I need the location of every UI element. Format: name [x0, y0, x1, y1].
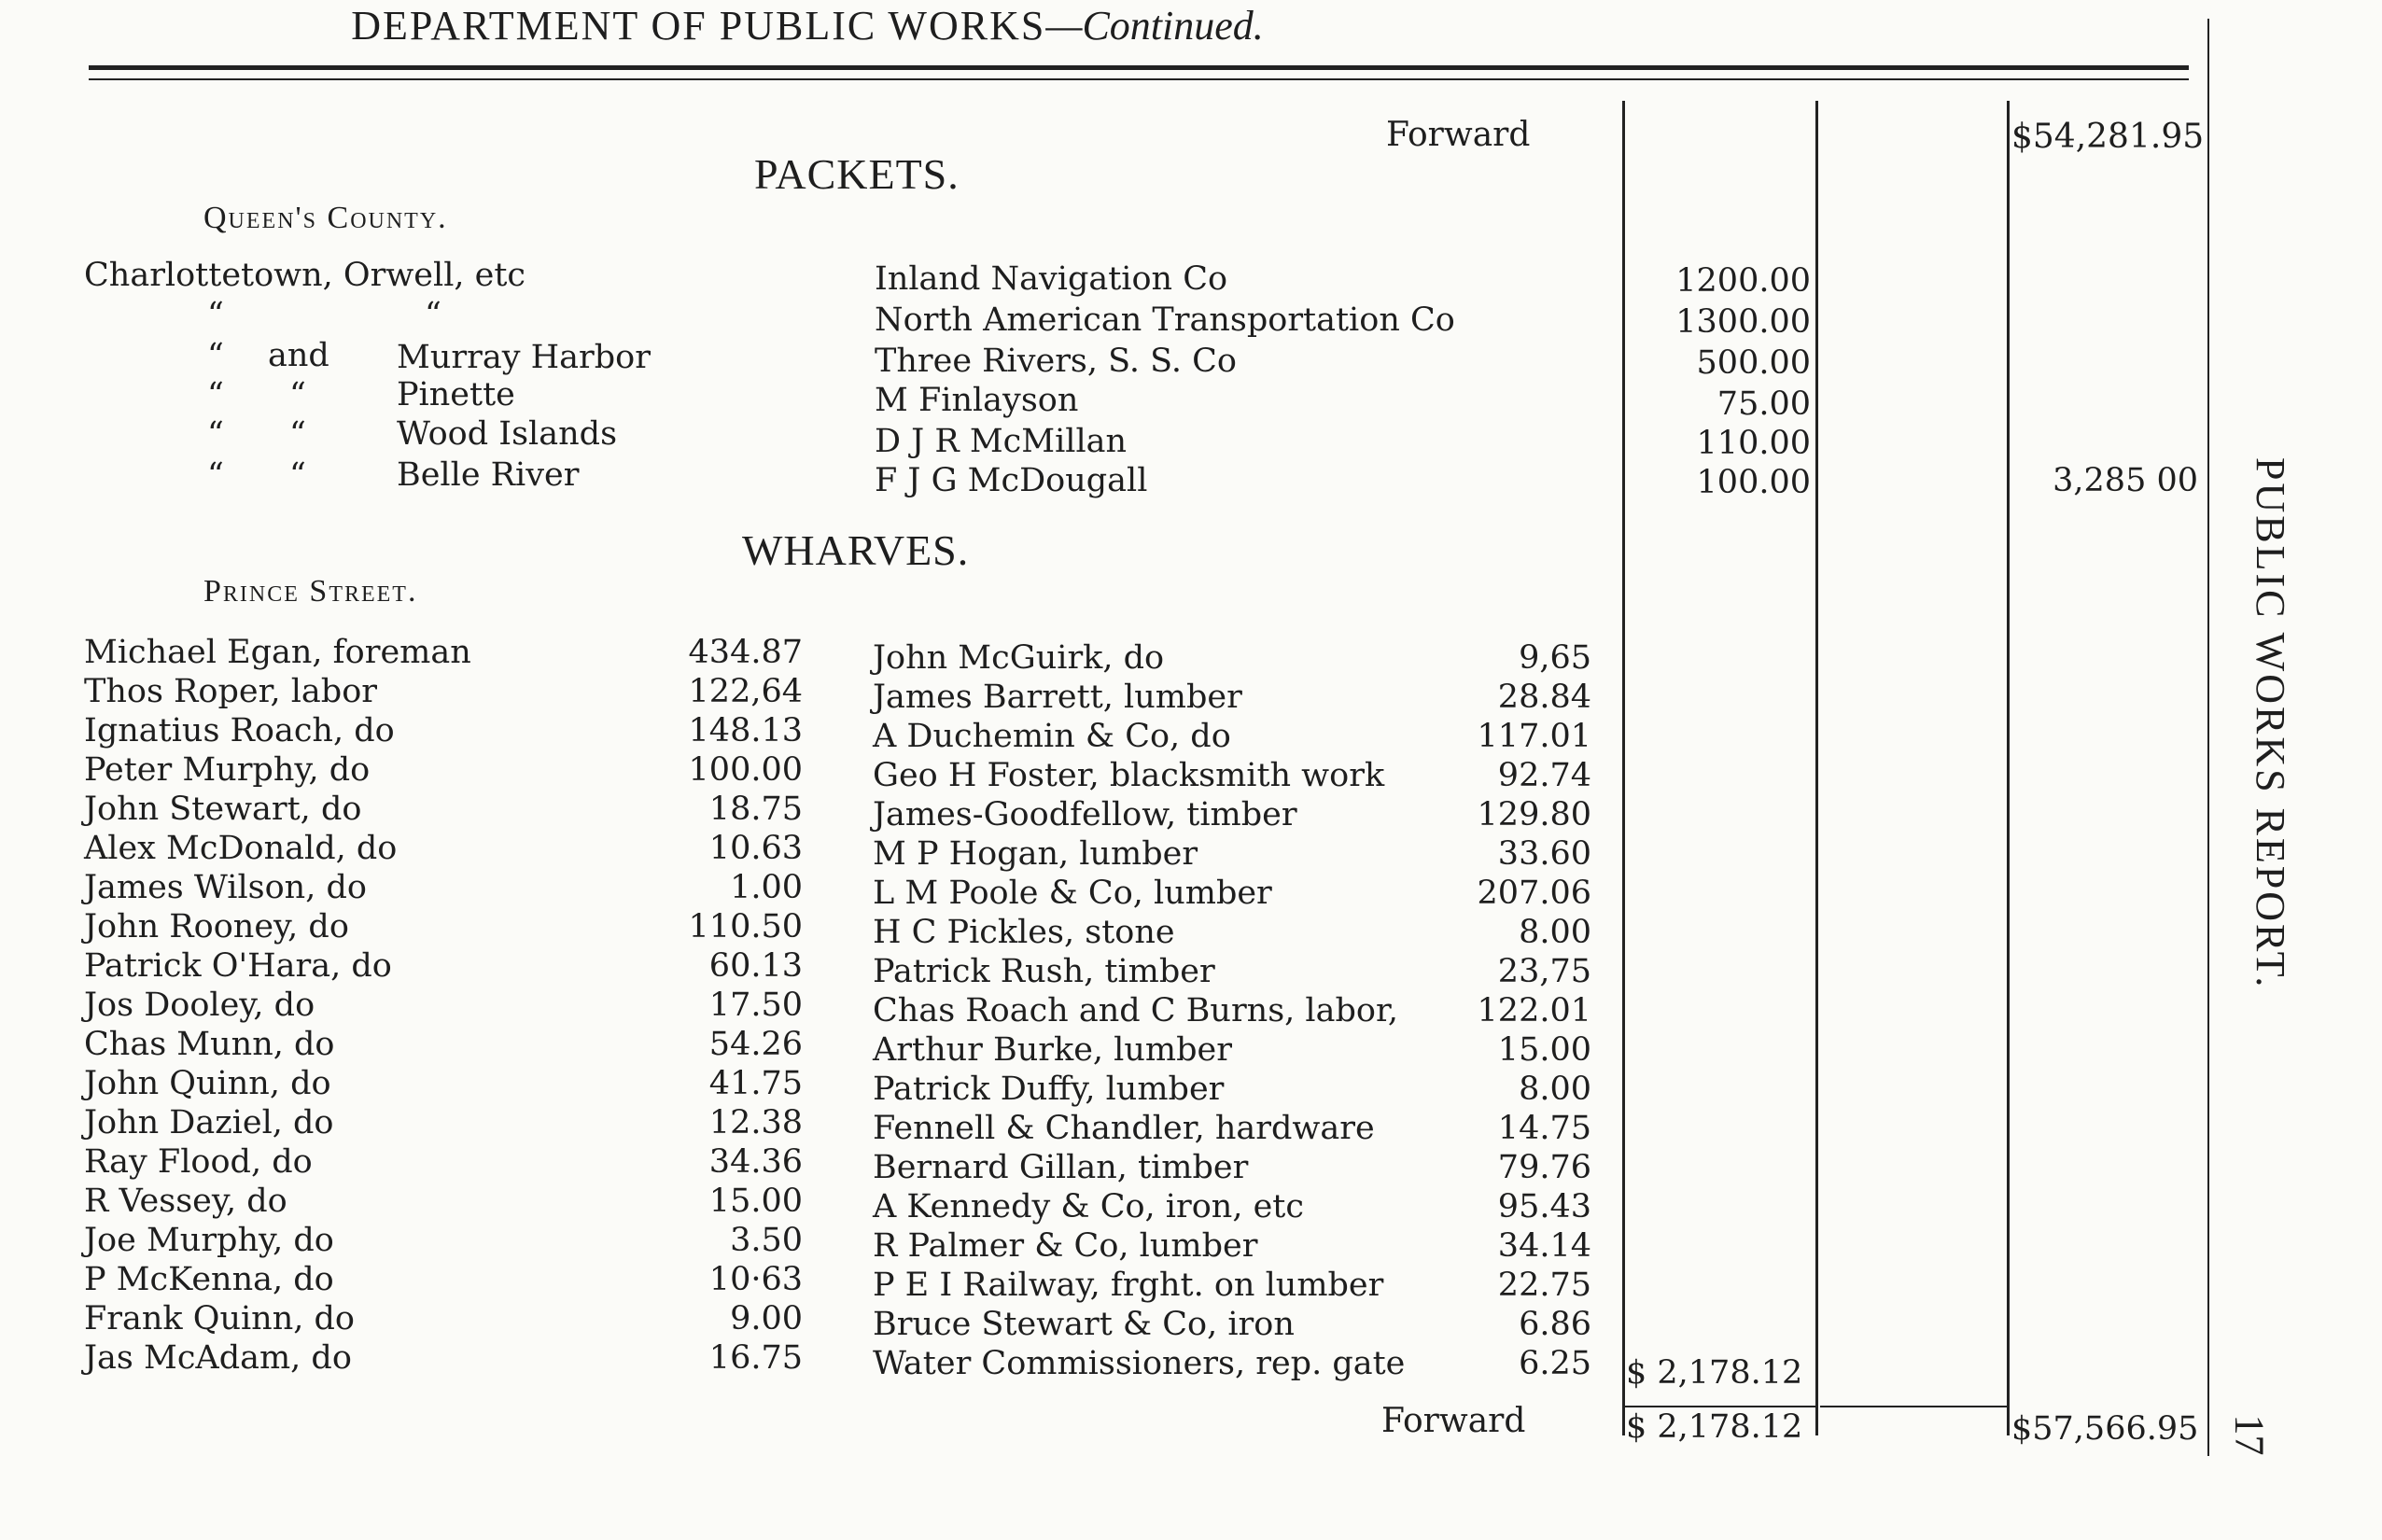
wharf-left-name: Jas McAdam, do	[84, 1339, 352, 1377]
wharf-right-name: L M Poole & Co, lumber	[873, 875, 1272, 912]
wharf-right-amount: 28.84	[1497, 679, 1591, 716]
forward-amount-top: $54,281.95	[2011, 118, 2205, 156]
wharf-left-amount: 12.38	[708, 1104, 803, 1141]
wharf-right-name: Bernard Gillan, timber	[873, 1149, 1249, 1186]
packet-route-col1: “	[207, 456, 224, 494]
wharf-left-name: Joe Murphy, do	[84, 1222, 334, 1259]
wharves-heading: WHARVES.	[742, 526, 970, 574]
wharf-right-amount: 9,65	[1519, 639, 1591, 677]
wharf-left-amount: 3.50	[730, 1222, 803, 1259]
packet-payee: North American Transportation Co	[875, 301, 1455, 339]
wharf-left-amount: 100.00	[688, 751, 803, 789]
prince-street-heading: Prince Street.	[203, 574, 418, 609]
packet-payee: F J G McDougall	[875, 462, 1148, 499]
packet-route-col1: Charlottetown, Orwell, etc	[84, 257, 526, 294]
wharf-right-amount: 8.00	[1519, 1071, 1591, 1108]
wharf-right-name: P E I Railway, frght. on lumber	[873, 1267, 1384, 1304]
wharf-left-amount: 34.36	[708, 1143, 803, 1181]
wharf-right-name: A Kennedy & Co, iron, etc	[873, 1188, 1304, 1225]
wharf-right-name: Arthur Burke, lumber	[873, 1031, 1232, 1069]
wharf-right-amount: 6.86	[1519, 1306, 1591, 1343]
wharf-right-amount: 95.43	[1497, 1188, 1591, 1225]
page-title: DEPARTMENT OF PUBLIC WORKS—Continued.	[351, 3, 1264, 49]
packet-route-col1: “	[207, 337, 224, 374]
packet-payee: D J R McMillan	[875, 423, 1128, 460]
wharf-right-name: Water Commissioners, rep. gate	[873, 1345, 1406, 1382]
packet-amount: 1200.00	[1675, 262, 1811, 300]
wharf-left-name: John Quinn, do	[84, 1065, 331, 1102]
wharf-right-name: Patrick Rush, timber	[873, 953, 1215, 990]
wharf-left-amount: 148.13	[688, 712, 803, 749]
wharf-left-amount: 18.75	[708, 791, 803, 828]
wharf-left-name: Chas Munn, do	[84, 1026, 335, 1063]
wharf-left-name: P McKenna, do	[84, 1261, 334, 1298]
wharf-left-name: John Daziel, do	[84, 1104, 334, 1141]
column-rule-2	[1815, 101, 1818, 1435]
wharf-left-name: John Rooney, do	[84, 908, 349, 945]
forward-label-bottom: Forward	[1381, 1402, 1526, 1440]
wharf-right-amount: 14.75	[1497, 1110, 1591, 1147]
wharf-left-name: Frank Quinn, do	[84, 1300, 355, 1337]
wharf-left-name: James Wilson, do	[84, 869, 367, 906]
packet-amount: 1300.00	[1675, 303, 1811, 341]
forward-bottom-col1: $ 2,178.12	[1626, 1408, 1803, 1446]
packet-route-col2: and	[268, 337, 329, 374]
wharf-left-name: Ignatius Roach, do	[84, 712, 395, 749]
wharf-right-amount: 129.80	[1477, 796, 1591, 833]
header-rule-top	[89, 65, 2189, 70]
wharf-left-name: R Vessey, do	[84, 1183, 287, 1220]
wharf-right-amount: 117.01	[1477, 718, 1591, 755]
packet-route-col1: “	[207, 376, 224, 413]
wharf-left-name: Patrick O'Hara, do	[84, 947, 392, 985]
page-number: 17	[2226, 1414, 2273, 1456]
packet-route-col3: Wood Islands	[397, 415, 618, 453]
packet-route-col1: “	[207, 415, 224, 453]
wharf-right-amount: 79.76	[1497, 1149, 1591, 1186]
wharf-right-amount: 6.25	[1519, 1345, 1591, 1382]
packet-route-col3: Pinette	[397, 376, 515, 413]
wharf-right-amount: 34.14	[1497, 1227, 1591, 1265]
wharf-right-name: James-Goodfellow, timber	[873, 796, 1297, 833]
wharf-right-amount: 33.60	[1497, 835, 1591, 873]
wharf-right-name: A Duchemin & Co, do	[873, 718, 1231, 755]
wharf-right-amount: 207.06	[1477, 875, 1591, 912]
column-rule-1	[1622, 101, 1625, 1435]
forward-label-top: Forward	[1386, 116, 1531, 154]
wharf-right-name: H C Pickles, stone	[873, 914, 1175, 951]
packet-amount: 500.00	[1696, 344, 1811, 382]
wharf-left-amount: 110.50	[688, 908, 803, 945]
wharf-right-name: John McGuirk, do	[873, 639, 1165, 677]
page-edge-rule	[2207, 19, 2209, 1456]
wharf-left-amount: 15.00	[708, 1183, 803, 1220]
packet-amount: 75.00	[1716, 385, 1811, 423]
packet-amount: 110.00	[1696, 425, 1811, 462]
wharf-left-name: Alex McDonald, do	[84, 830, 398, 867]
packets-total: 3,285 00	[2053, 462, 2198, 499]
wharf-right-amount: 92.74	[1497, 757, 1591, 794]
wharf-right-name: James Barrett, lumber	[873, 679, 1242, 716]
packet-route-col2: “	[425, 296, 441, 333]
wharf-left-name: Jos Dooley, do	[84, 987, 315, 1024]
wharves-subtotal: $ 2,178.12	[1626, 1354, 1803, 1392]
wharf-left-name: John Stewart, do	[84, 791, 362, 828]
subtotal-rule-mid	[1820, 1406, 2007, 1407]
wharf-left-amount: 434.87	[688, 634, 803, 671]
packet-route-col2: “	[289, 376, 306, 413]
header-rule-bottom	[89, 78, 2189, 80]
wharf-left-amount: 1.00	[730, 869, 803, 906]
queens-county-heading: Queen's County.	[203, 201, 448, 235]
packet-route-col2: “	[289, 456, 306, 494]
wharf-right-amount: 122.01	[1477, 992, 1591, 1029]
wharf-left-name: Michael Egan, foreman	[84, 634, 471, 671]
wharf-right-name: R Palmer & Co, lumber	[873, 1227, 1258, 1265]
wharf-right-amount: 22.75	[1497, 1267, 1591, 1304]
forward-bottom-col3: $57,566.95	[2011, 1410, 2199, 1448]
side-running-head: PUBLIC WORKS REPORT.	[2248, 457, 2293, 990]
wharf-left-amount: 16.75	[708, 1339, 803, 1377]
packet-amount: 100.00	[1696, 464, 1811, 501]
packet-route-col2: “	[289, 415, 306, 453]
wharf-left-amount: 122,64	[688, 673, 803, 710]
wharf-right-name: Patrick Duffy, lumber	[873, 1071, 1225, 1108]
packet-route-col3: Murray Harbor	[397, 339, 651, 376]
packet-payee: M Finlayson	[875, 382, 1079, 419]
wharf-left-amount: 10.63	[708, 830, 803, 867]
wharf-right-name: Bruce Stewart & Co, iron	[873, 1306, 1295, 1343]
wharf-right-name: M P Hogan, lumber	[873, 835, 1198, 873]
packet-payee: Three Rivers, S. S. Co	[875, 343, 1237, 380]
wharf-left-amount: 41.75	[708, 1065, 803, 1102]
column-rule-3	[2007, 101, 2010, 1435]
packet-payee: Inland Navigation Co	[875, 260, 1228, 298]
wharf-left-name: Peter Murphy, do	[84, 751, 371, 789]
packets-heading: PACKETS.	[754, 150, 960, 198]
wharf-right-name: Geo H Foster, blacksmith work	[873, 757, 1385, 794]
wharf-left-amount: 54.26	[708, 1026, 803, 1063]
wharf-left-name: Ray Flood, do	[84, 1143, 313, 1181]
wharf-left-amount: 17.50	[708, 987, 803, 1024]
packet-route-col1: “	[207, 296, 224, 333]
wharf-right-amount: 8.00	[1519, 914, 1591, 951]
packet-route-col3: Belle River	[397, 456, 580, 494]
wharf-left-amount: 9.00	[730, 1300, 803, 1337]
wharf-right-name: Chas Roach and C Burns, labor,	[873, 992, 1398, 1029]
wharf-right-amount: 23,75	[1497, 953, 1591, 990]
wharf-left-amount: 10·63	[708, 1261, 803, 1298]
wharf-left-amount: 60.13	[708, 947, 803, 985]
wharf-left-name: Thos Roper, labor	[84, 673, 377, 710]
wharf-right-amount: 15.00	[1497, 1031, 1591, 1069]
wharf-right-name: Fennell & Chandler, hardware	[873, 1110, 1375, 1147]
